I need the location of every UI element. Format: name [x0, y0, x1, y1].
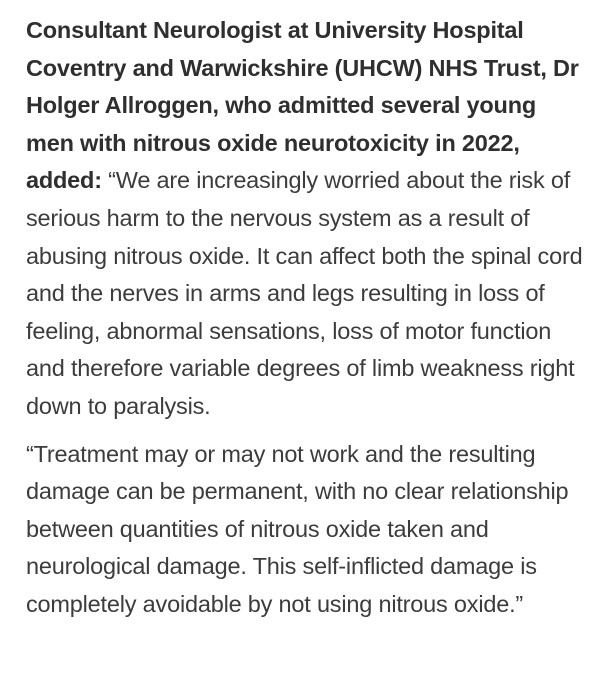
paragraph-1: [26, 12, 586, 426]
quote-text-2: “Treatment may or may not work and the resulting damage can be permanent, with no clear relationship between quantities of nitrous oxide taken and neurological damage. This self-inflicted damage is completely avoidable by not using nitrous oxide.”: [26, 440, 569, 617]
paragraph-2: [26, 436, 586, 624]
article-body: [26, 12, 586, 624]
speaker-attribution: Consultant Neurologist at University Hospital Coventry and Warwickshire (UHCW) NHS Trust, Dr Holger Allroggen, who admitted several young men with nitrous oxide neurotoxicity in 2022, added:: [26, 17, 579, 194]
quote-text-1: “We are increasingly worried about the risk of serious harm to the nervous system as a result of abusing nitrous oxide. It can affect both the spinal cord and the nerves in arms and legs resulting in loss of feeling, abnormal sensations, loss of motor function and therefore variable degrees of limb weakness right down to paralysis.: [26, 167, 583, 419]
